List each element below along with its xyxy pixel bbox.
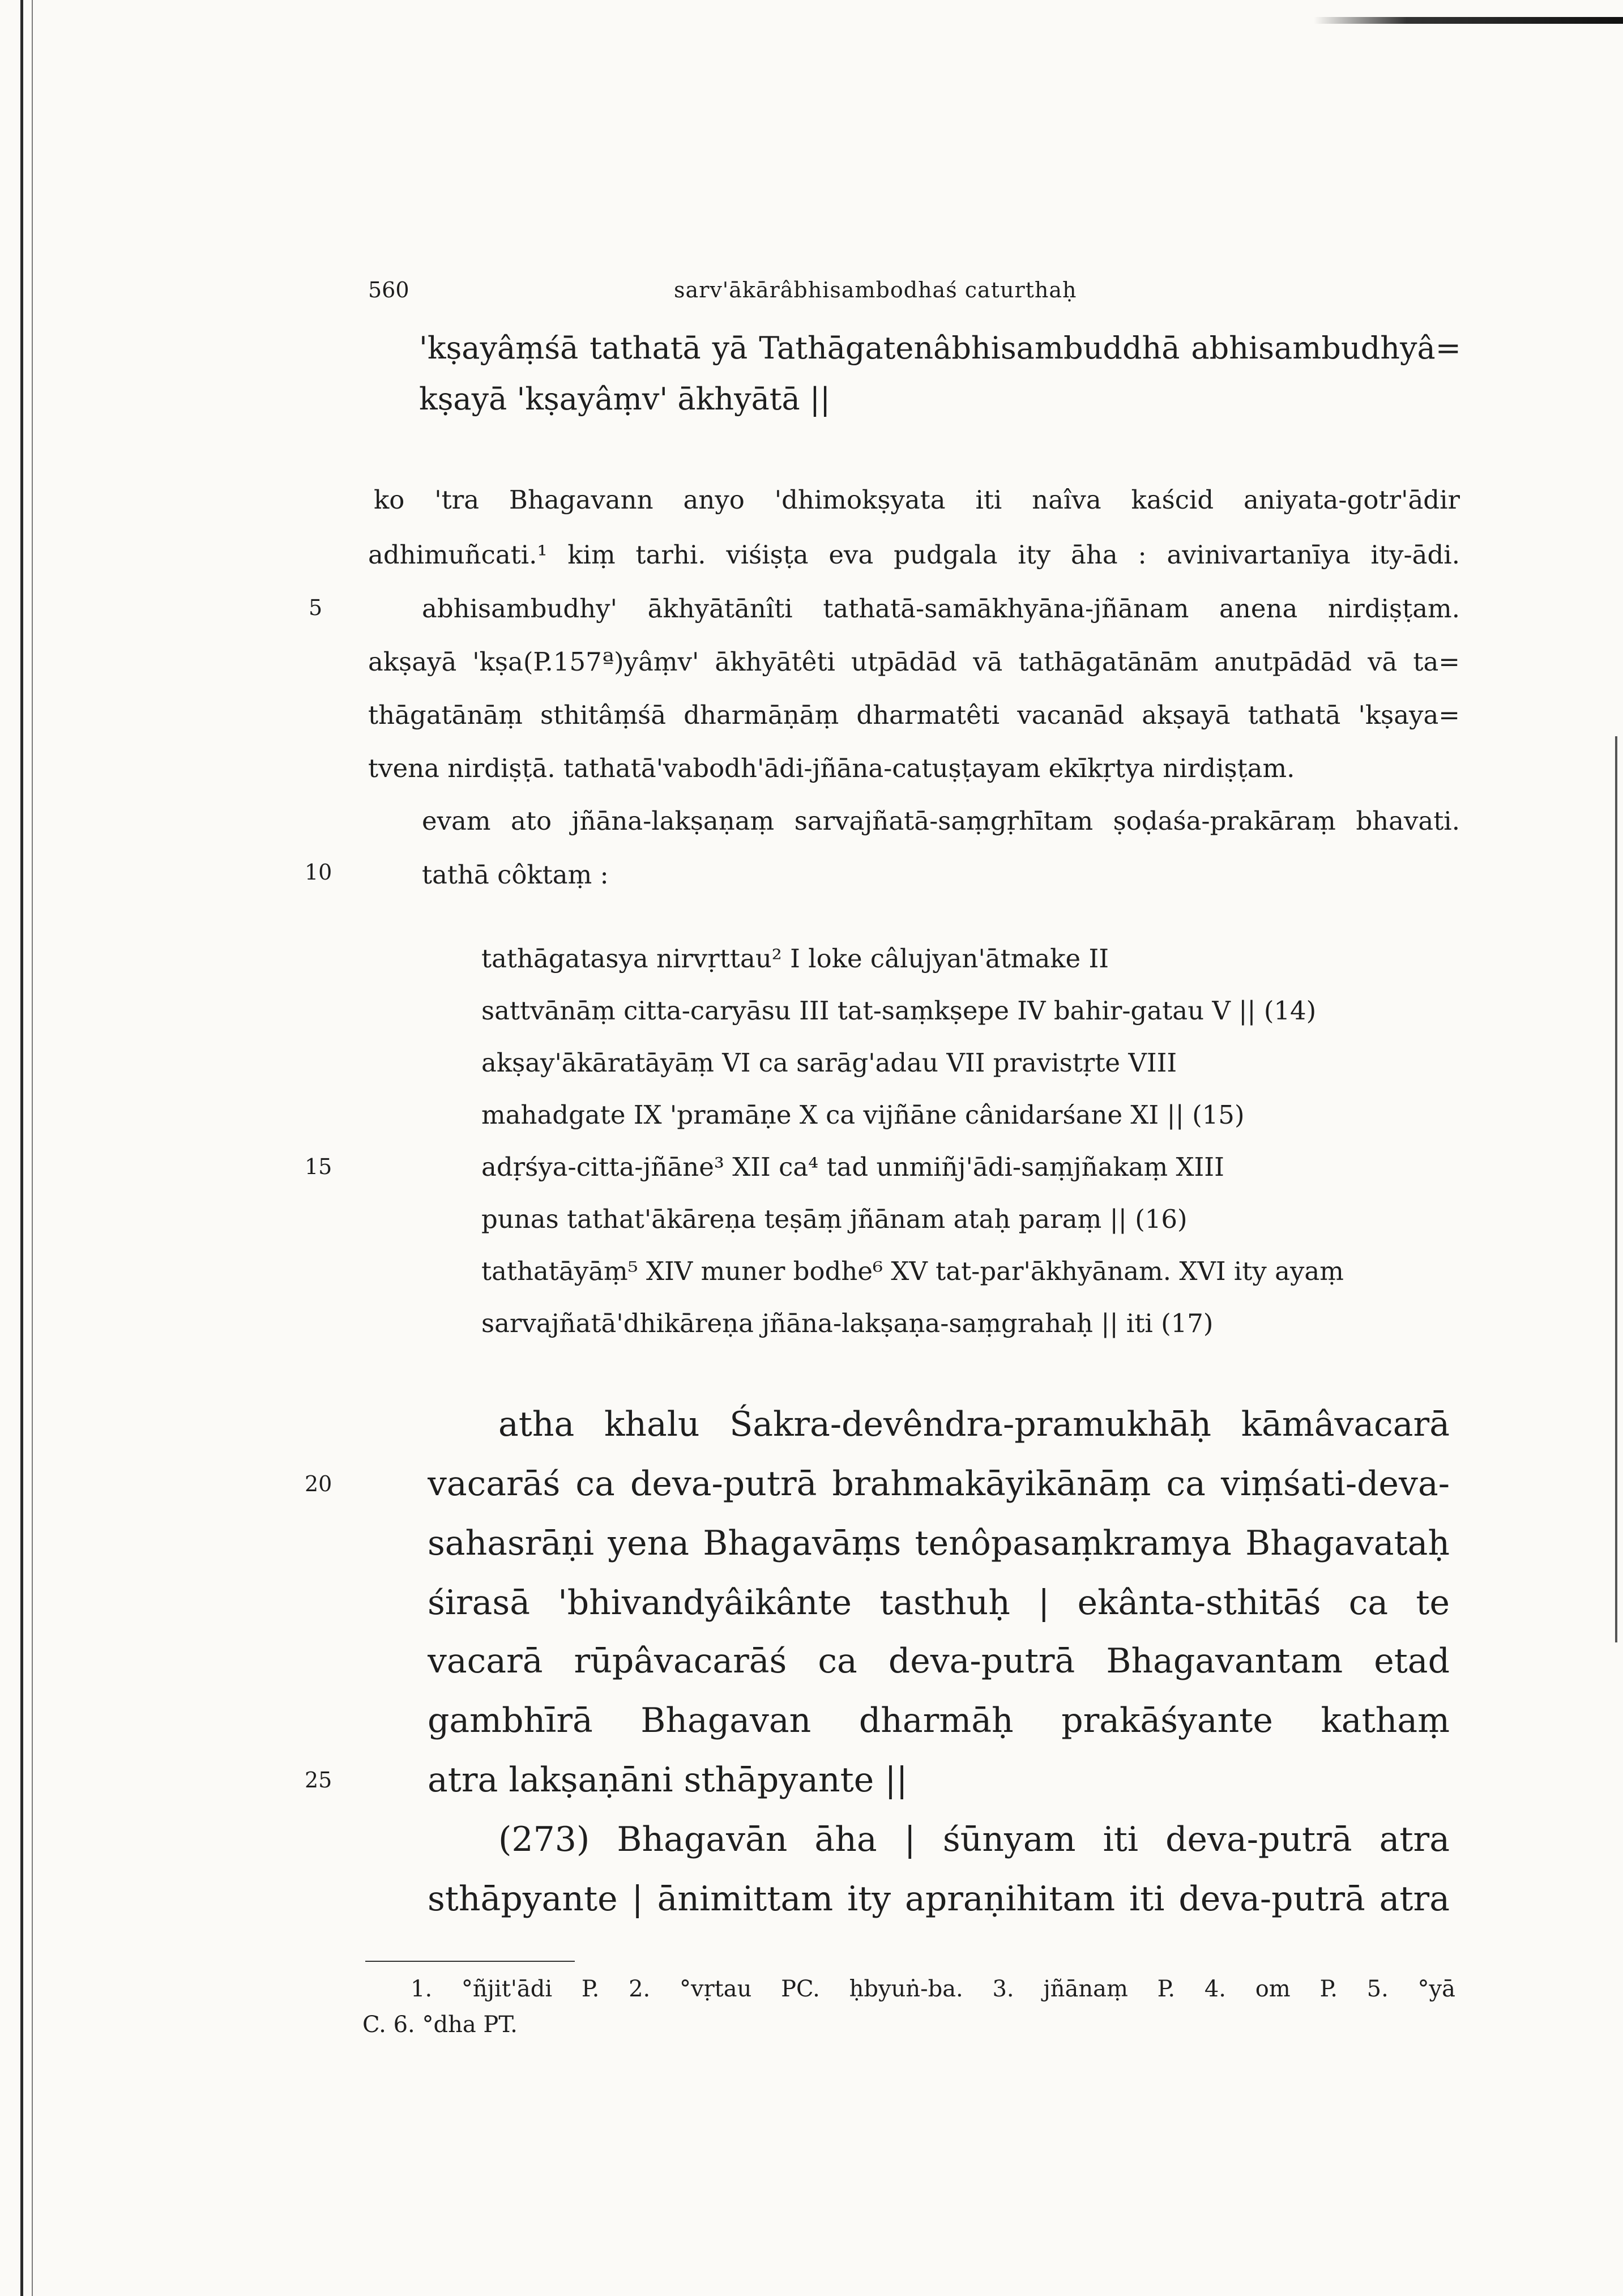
footnote-line-1: 1. °ñjit'ādi P. 2. °vṛtau PC. ḥbyuṅ-ba. 3. jñānaṃ P. 4. om P. 5. °yā xyxy=(411,1976,1455,2002)
commentary-line-1: ko 'tra Bhagavann anyo 'dhimokṣyata iti naîva kaścid aniyata-gotr'ādir xyxy=(374,485,1460,515)
karika-line-3: akṣay'ākāratāyāṃ VI ca sarāg'adau VII pravistṛte VIII xyxy=(481,1048,1177,1078)
running-head xyxy=(0,278,1623,311)
karika-line-8: sarvajñatā'dhikāreṇa jñāna-lakṣaṇa-saṃgrahaḥ || iti (17) xyxy=(481,1308,1214,1338)
sutra-line-8: (273) Bhagavān āha | śūnyam iti deva-putrā atra xyxy=(498,1820,1450,1859)
footnote-line-2: C. 6. °dha PT. xyxy=(362,2012,518,2038)
commentary-line-2: adhimuñcati.¹ kiṃ tarhi. viśiṣṭa eva pudgala ity āha : avinivartanīya ity-ādi. xyxy=(368,540,1460,570)
running-title: sarv'ākārâbhisambodhaś caturthaḥ xyxy=(674,278,1077,302)
sutra-line-4: śirasā 'bhivandyâikânte tasthuḥ | ekânta-sthitāś ca te xyxy=(428,1583,1450,1623)
commentary-line-8: tathā côktaṃ : xyxy=(422,860,609,890)
commentary-line-3: abhisambudhy' ākhyātānîti tathatā-samākhyāna-jñānam anena nirdiṣṭam. xyxy=(422,594,1460,624)
karika-line-4: mahadgate IX 'pramāṇe X ca vijñāne cânidarśane XI || (15) xyxy=(481,1100,1245,1130)
sutra-line-9: sthāpyante | ānimittam ity apraṇihitam iti deva-putrā atra xyxy=(428,1879,1450,1919)
line-number-25: 25 xyxy=(305,1768,332,1793)
karika-line-1: tathāgatasya nirvṛttau² I loke câlujyan'ātmake II xyxy=(481,944,1109,974)
verse-top-line-2: kṣayā 'kṣayâṃv' ākhyātā || xyxy=(419,381,831,417)
sutra-line-7: atra lakṣaṇāni sthāpyante || xyxy=(428,1760,908,1800)
karika-line-5: adṛśya-citta-jñāne³ XII ca⁴ tad unmiñj'ādi-saṃjñakaṃ XIII xyxy=(481,1152,1224,1182)
scan-border-left-inner xyxy=(32,0,33,2296)
page-number: 560 xyxy=(368,278,409,302)
sutra-line-2: vacarāś ca deva-putrā brahmakāyikānāṃ ca viṃśati-deva- xyxy=(428,1464,1450,1504)
sutra-line-6: gambhīrā Bhagavan dharmāḥ prakāśyante kathaṃ xyxy=(428,1701,1450,1740)
sutra-line-3: sahasrāṇi yena Bhagavāṃs tenôpasaṃkramya Bhagavataḥ xyxy=(428,1523,1450,1563)
commentary-line-4: akṣayā 'kṣa(P.157ª)yâṃv' ākhyātêti utpādād vā tathāgatānām anutpādād vā ta= xyxy=(368,647,1460,677)
karika-line-7: tathatāyāṃ⁵ XIV muner bodhe⁶ XV tat-par'ākhyānam. XVI ity ayaṃ xyxy=(481,1256,1344,1286)
sutra-line-5: vacarā rūpâvacarāś ca deva-putrā Bhagavantam etad xyxy=(428,1641,1450,1681)
footnote-rule xyxy=(365,1961,575,1962)
commentary-line-7: evam ato jñāna-lakṣaṇaṃ sarvajñatā-saṃgṛhītam ṣoḍaśa-prakāraṃ bhavati. xyxy=(422,806,1460,836)
karika-line-2: sattvānāṃ citta-caryāsu III tat-saṃkṣepe IV bahir-gatau V || (14) xyxy=(481,996,1317,1026)
scan-border-right xyxy=(1615,736,1617,1642)
sutra-line-1: atha khalu Śakra-devêndra-pramukhāḥ kāmâvacarā xyxy=(498,1405,1450,1444)
commentary-line-5: thāgatānāṃ sthitâṃśā dharmāṇāṃ dharmatêti vacanād akṣayā tathatā 'kṣaya= xyxy=(368,700,1460,730)
line-number-15: 15 xyxy=(305,1154,332,1179)
commentary-line-6: tvena nirdiṣṭā. tathatā'vabodh'ādi-jñāna-catuṣṭayam ekīkṛtya nirdiṣṭam. xyxy=(368,753,1295,783)
line-number-20: 20 xyxy=(305,1471,332,1496)
line-number-5: 5 xyxy=(309,595,323,620)
scan-border-left xyxy=(20,0,23,2296)
karika-line-6: punas tathat'ākāreṇa teṣāṃ jñānam ataḥ paraṃ || (16) xyxy=(481,1204,1188,1234)
line-number-10: 10 xyxy=(305,860,332,885)
verse-top-line-1: 'kṣayâṃśā tathatā yā Tathāgatenâbhisambuddhā abhisambudhyâ= xyxy=(419,330,1461,366)
scan-shadow-top-right xyxy=(1314,17,1623,24)
